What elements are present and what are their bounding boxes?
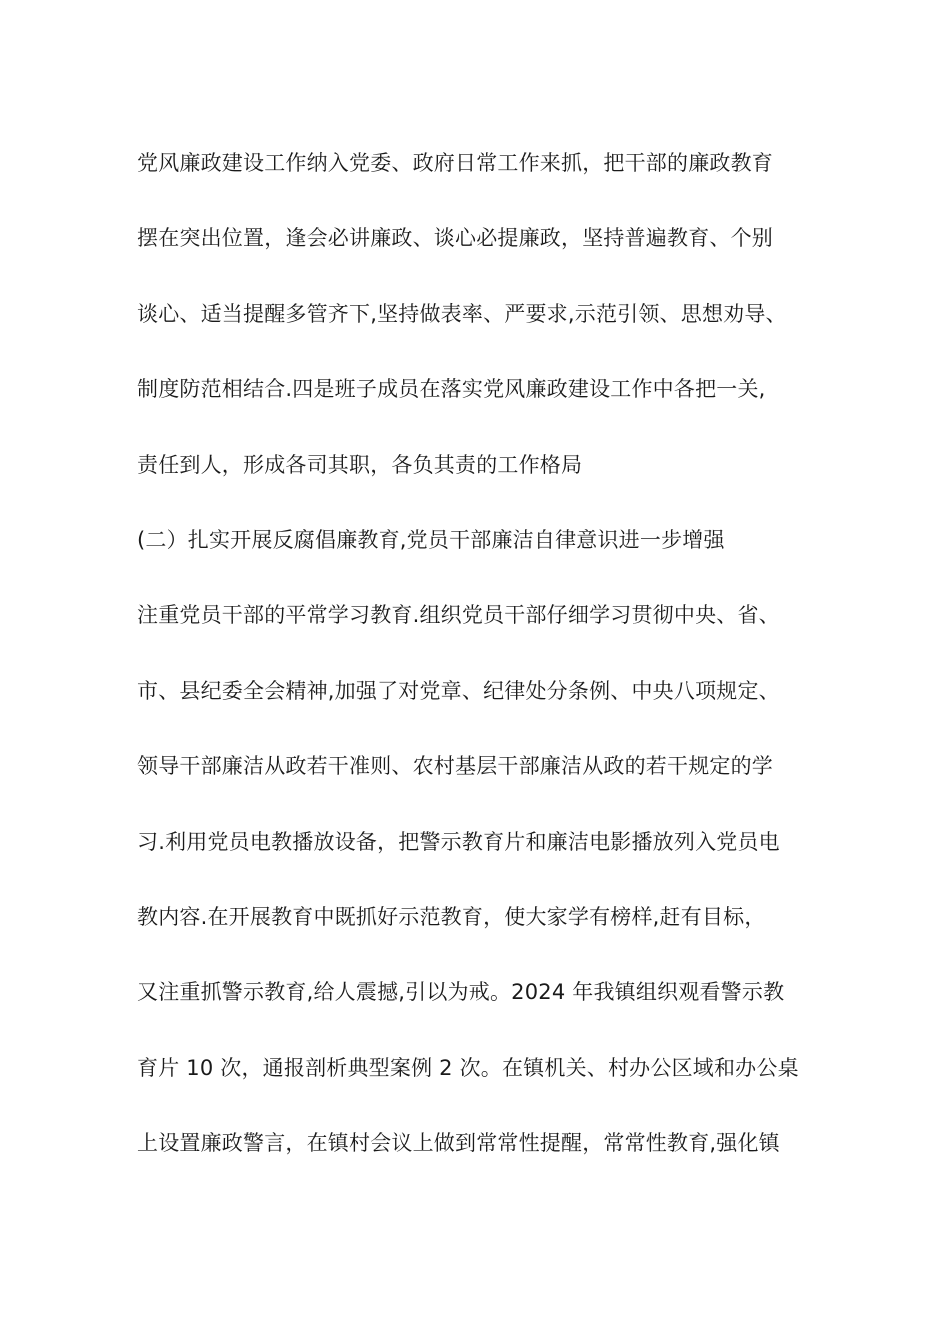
- text-line-9: 领导干部廉洁从政若干准则、农村基层干部廉洁从政的若干规定的学: [137, 754, 773, 779]
- text-line-2: 摆在突出位置，逢会必讲廉政、谈心必提廉政，坚持普遍教育、个别: [137, 226, 773, 251]
- text-line-11: 教内容.在开展教育中既抓好示范教育，使大家学有榜样,赶有目标，: [137, 904, 766, 929]
- text-line-7: 注重党员干部的平常学习教育.组织党员干部仔细学习贯彻中央、省、: [137, 603, 780, 628]
- document-body: [137, 143, 837, 1198]
- text-line-1: 党风廉政建设工作纳入党委、政府日常工作来抓，把干部的廉政教育: [137, 151, 773, 175]
- text-line-12: 又注重抓警示教育,给人震撼,引以为戒。2024 年我镇组织观看警示教: [137, 980, 785, 1005]
- text-line-14: 上设置廉政警言，在镇村会议上做到常常性提醒，常常性教育,强化镇: [137, 1131, 780, 1156]
- text-line-4: 制度防范相结合.四是班子成员在落实党风廉政建设工作中各把一关,: [137, 377, 766, 402]
- text-line-5: 责任到人，形成各司其职，各负其责的工作格局: [137, 452, 583, 477]
- text-line-10: 习.利用党员电教播放设备，把警示教育片和廉洁电影播放列入党员电: [137, 829, 780, 854]
- section-heading: (二）扎实开展反腐倡廉教育,党员干部廉洁自律意识进一步增强: [137, 527, 725, 552]
- text-line-8: 市、县纪委全会精神,加强了对党章、纪律处分条例、中央八项规定、: [137, 678, 780, 703]
- text-line-13: 育片 10 次，通报剖析典型案例 2 次。在镇机关、村办公区域和办公桌: [137, 1055, 799, 1080]
- text-line-3: 谈心、适当提醒多管齐下,坚持做表率、严要求,示范引领、思想劝导、: [137, 301, 787, 326]
